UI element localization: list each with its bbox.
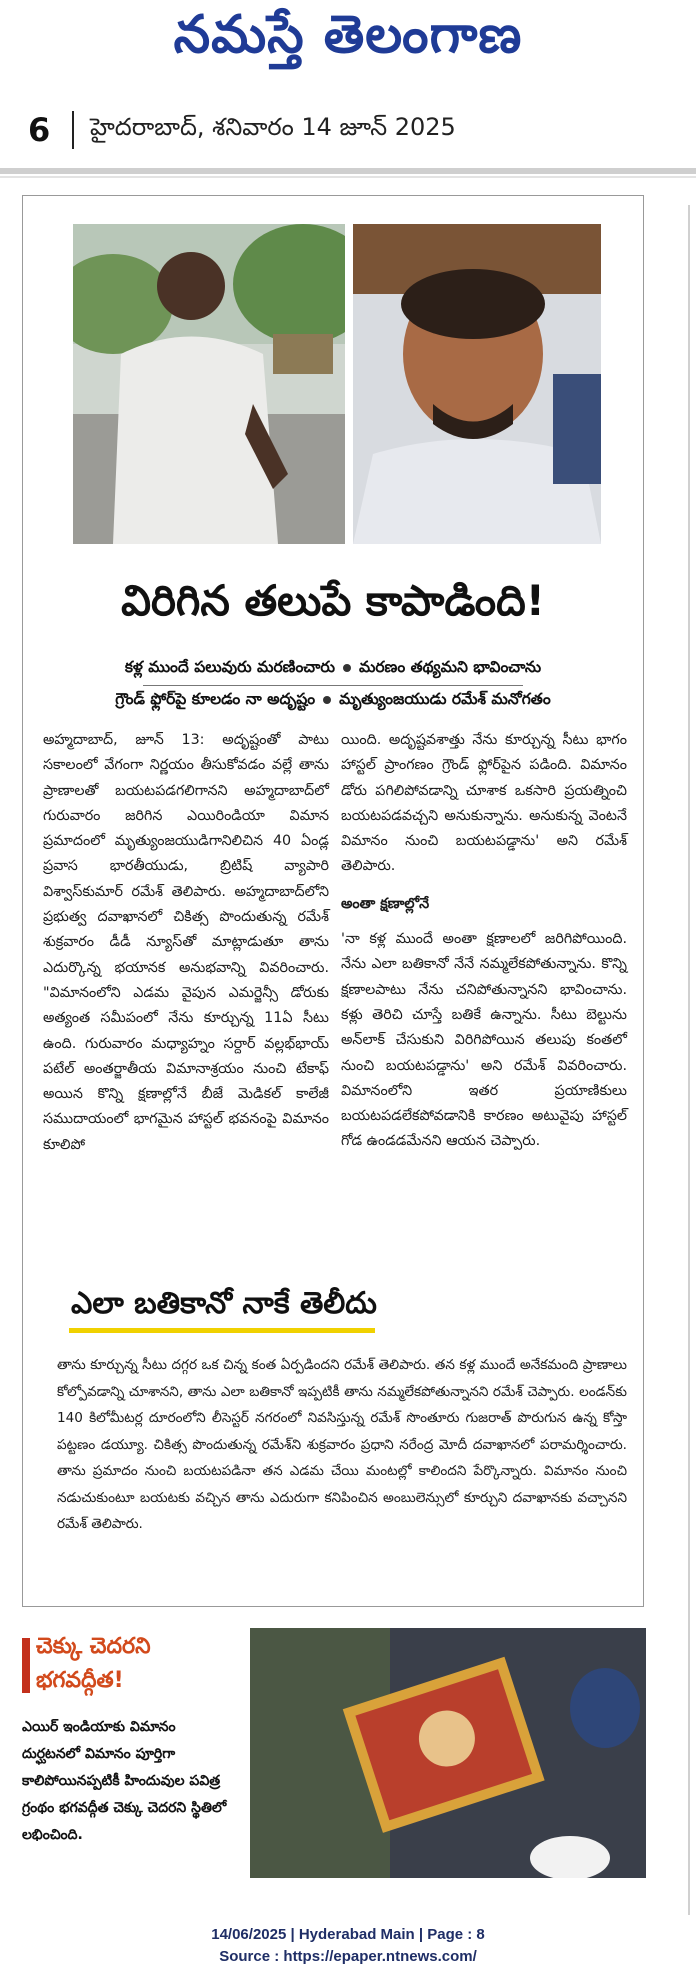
masthead: [0, 0, 696, 70]
header-rule-thin: [0, 176, 696, 178]
photo-man-walking: [73, 224, 345, 544]
article-column-right-top: యింది. అదృష్టవశాత్తు నేను కూర్చున్న సీటు భాగం హాస్టల్ ప్రాంగణం గ్రౌండ్ ఫ్లోర్‌పైన పడింది. విమానం డోరు పగిలిపోవడాన్ని చూశాక ఒకసారి ప్రయత్నించి బయటపడవచ్చని అనుకున్నాను. అనుకున్న వెంటనే విమానం నుంచి బయటపడ్డాను' అని రమేశ్ తెలిపారు.: [341, 732, 627, 875]
subhead-row-1: [23, 658, 643, 680]
dateline-text: హైదరాబాద్, శనివారం 14 జూన్ 2025: [90, 113, 456, 141]
footer: [0, 1924, 696, 1968]
photo-man-hospital-image: [353, 224, 601, 544]
sidebar-box: [37, 1286, 629, 1596]
side-body: ఎయిర్ ఇండియాకు విమానం దుర్ఘటనలో విమానం పూర్తిగా కాలిపోయినప్పటికీ హిందువుల పవిత్ర గ్రంథం భగవద్గీత చెక్కు చెదరని స్థితిలో లభించింది.: [22, 1719, 227, 1843]
subhead-2a: గ్రౌండ్ ఫ్లోర్‌పై కూలడం నా అదృష్టం: [115, 690, 316, 708]
page-number: 6: [28, 111, 51, 149]
subhead-row-2: [23, 690, 643, 712]
footer-date-line: 14/06/2025 | Hyderabad Main | Page : 8: [211, 1926, 485, 1943]
bullet-icon: [323, 696, 331, 704]
article-column-right-bottom: 'నా కళ్ల ముందే అంతా క్షణాలలో జరిగిపోయింది. నేను ఎలా బతికానో నేనే నమ్మలేకపోతున్నాను. కొన్ని క్షణాలపాటు నేను చనిపోతున్నానని భావించాను. కళ్లు తెరిచి చూస్తే బతికే ఉన్నాను. సీటు బెల్టును అన్‌లాక్ చేసుకుని విరిగిపోయిన తలుపు కంతలో నుంచి బయటపడ్డాను' అని రమేశ్ వివరించారు. విమానంలోని ఇతర ప్రయాణికులు బయటపడలేకపోవడానికి కారణం అటువైపు హాస్టల్ గోడ ఉండడమేనని ఆయన చెప్పారు.: [341, 931, 627, 1150]
bhagavad-gita-story: [22, 1630, 240, 1890]
box-title-underline: [69, 1328, 375, 1333]
newspaper-logo: నమస్తే తెలంగాణ: [173, 5, 523, 65]
photo-bhagavad-gita: [250, 1628, 646, 1878]
adjacent-page-edge: [688, 205, 690, 1915]
photo-man-walking-image: [73, 224, 345, 544]
side-accent-bar: [22, 1638, 30, 1693]
article-column-right: [341, 728, 627, 1155]
photo-bhagavad-gita-image: [250, 1628, 646, 1878]
box-body: తాను కూర్చున్న సీటు దగ్గర ఒక చిన్న కంత ఏర్పడిందని రమేశ్ తెలిపారు. తన కళ్ల ముందే అనేకమంది ప్రాణాలు కోల్పోవడాన్ని చూశానని, తాను ఎలా బతికానో ఇప్పటికీ తాను నమ్మలేకపోతున్నానని రమేశ్ చెప్పారు. లండన్‌కు 140 కిలోమీటర్ల దూరంలోని లీసెస్టర్ నగరంలో నివసిస్తున్న రమేశ్ సొంతూరు గుజరాత్ పొరుగున ఉన్న కోస్తా పట్టణం డయ్యూ. చికిత్స పొందుతున్న రమేశ్‌ని శుక్రవారం ప్రధాని నరేంద్ర మోదీ దవాఖానలో పరామర్శించారు. తాను ప్రమాదం నుంచి బయటపడినా తన ఎడమ చేయి మంటల్లో కాలిందని పేర్కొన్నారు. విమానం నుంచి నడుచుకుంటూ బయటకు వచ్చిన తాను ఎదురుగా కనిపించిన అంబులెన్సులో కూర్చుని దవాఖానకు వచ్చానని రమేశ్ తెలిపారు.: [57, 1357, 627, 1532]
subhead-divider: [143, 685, 523, 686]
bullet-icon: [343, 664, 351, 672]
dateline-divider: [72, 111, 74, 149]
subhead-2b: మృత్యుంజయుడు రమేశ్ మనోగతం: [339, 690, 551, 708]
article-column-left: అహ్మదాబాద్, జూన్ 13: అదృష్టంతో పాటు సకాలంలో వేగంగా నిర్ణయం తీసుకోవడం వల్లే తాను ప్రాణాలతో బయటపడగలిగానని అహ్మదాబాద్‌లో గురువారం జరిగిన ఎయిరిండియా విమాన ప్రమాదంలో మృత్యుంజయుడిగానిలిచిన 40 ఏండ్ల ప్రవాస భారతీయుడు, బ్రిటిష్ వ్యాపారి విశ్వాస్‌కుమార్ రమేశ్ తెలిపారు. అహ్మదాబాద్‌లోని ప్రభుత్వ దవాఖానలో చికిత్స పొందుతున్న రమేశ్ శుక్రవారం డీడీ న్యూస్‌తో మాట్లాడుతూ తాను ఎదుర్కొన్న భయానక అనుభవాన్ని వివరించారు. "విమానంలోని ఎడమ వైపున ఎమర్జెన్సీ డోరుకు అత్యంత సమీపంలో నేను కూర్చున్న 11ఏ సీటు ఉంది. గురువారం మధ్యాహ్నం సర్దార్ వల్లభ్‌భాయ్ పటేల్ అంతర్జాతీయ విమానాశ్రయం నుంచి టేకాఫ్ అయిన కొన్ని క్షణాల్లోనే బీజే మెడికల్ కాలేజీ సముదాయంలో భాగమైన హాస్టల్ భవనంపై విమానం కూలిపో: [43, 732, 329, 1153]
photo-man-hospital: [353, 224, 601, 544]
section-heading: అంతా క్షణాల్లోనే: [341, 895, 430, 912]
side-title: చెక్కు చెదరని భగవద్గీత!: [36, 1634, 151, 1693]
footer-source-line: Source : https://epaper.ntnews.com/: [219, 1948, 477, 1965]
box-title: ఎలా బతికానో నాకే తెలీదు: [71, 1286, 377, 1321]
article-box: [22, 195, 644, 1607]
header-rule: [0, 168, 696, 174]
dateline: [28, 110, 456, 150]
subhead-1b: మరణం తథ్యమని భావించాను: [358, 658, 542, 676]
subhead-1a: కళ్ల ముందే పలువురు మరణించారు: [124, 658, 335, 676]
headline: విరిగిన తలుపే కాపాడింది!: [121, 576, 545, 625]
